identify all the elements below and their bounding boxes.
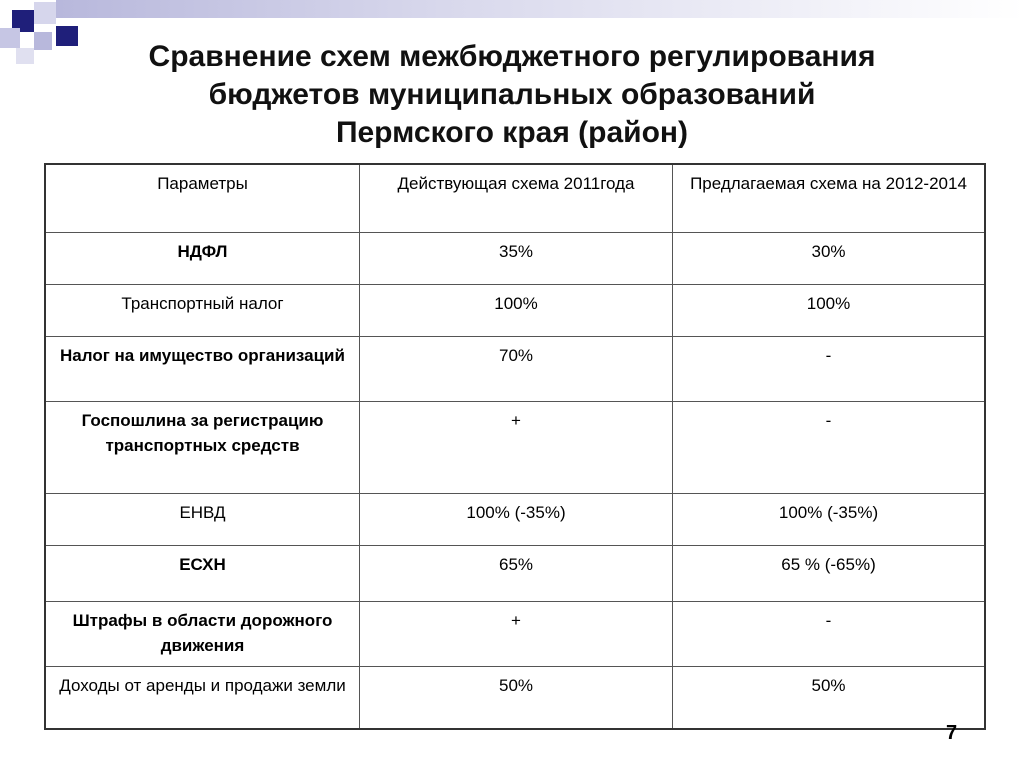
table-row — [45, 284, 985, 336]
row-current: 65% — [360, 545, 673, 601]
row-current: 50% — [360, 666, 673, 729]
header-params: Параметры — [45, 164, 360, 232]
row-param: Налог на имущество организаций — [45, 336, 360, 401]
table-row — [45, 336, 985, 401]
decor-square-light-2 — [16, 48, 34, 64]
row-proposed: - — [673, 601, 986, 666]
table-row — [45, 545, 985, 601]
title-line-2: бюджетов муниципальных образований — [208, 78, 816, 111]
table-header-row — [45, 164, 985, 232]
table-row — [45, 232, 985, 284]
table-row — [45, 666, 985, 729]
row-proposed: 30% — [673, 232, 986, 284]
row-param: ЕСХН — [45, 545, 360, 601]
row-proposed: 50% — [673, 666, 986, 729]
row-current: 100% — [360, 284, 673, 336]
row-current: + — [360, 601, 673, 666]
row-param: Транспортный налог — [45, 284, 360, 336]
row-proposed: - — [673, 336, 986, 401]
row-proposed: 65 % (-65%) — [673, 545, 986, 601]
decor-gradient-band — [56, 0, 1024, 18]
row-param: ЕНВД — [45, 493, 360, 545]
row-proposed: 100% — [673, 284, 986, 336]
row-param: Госпошлина за регистрацию транспортных средств — [45, 401, 360, 493]
table-row — [45, 601, 985, 666]
row-param: Штрафы в области дорожного движения — [45, 601, 360, 666]
title-line-1: Сравнение схем межбюджетного регулирования — [148, 40, 876, 73]
title-line-3: Пермского края (район) — [335, 116, 689, 149]
row-param: Доходы от аренды и продажи земли — [45, 666, 360, 729]
row-proposed: - — [673, 401, 986, 493]
comparison-table — [44, 163, 986, 730]
row-current: 35% — [360, 232, 673, 284]
page-number: 7 — [946, 722, 958, 744]
row-current: 70% — [360, 336, 673, 401]
row-current: + — [360, 401, 673, 493]
decor-square-lavender-1 — [0, 28, 20, 48]
header-proposed: Предлагаемая схема на 2012-2014 — [673, 164, 986, 232]
header-current: Действующая схема 2011года — [360, 164, 673, 232]
row-param: НДФЛ — [45, 232, 360, 284]
row-current: 100% (-35%) — [360, 493, 673, 545]
table-row — [45, 401, 985, 493]
table-row — [45, 493, 985, 545]
decor-square-light-1 — [34, 2, 56, 24]
row-proposed: 100% (-35%) — [673, 493, 986, 545]
slide-title — [40, 38, 984, 152]
